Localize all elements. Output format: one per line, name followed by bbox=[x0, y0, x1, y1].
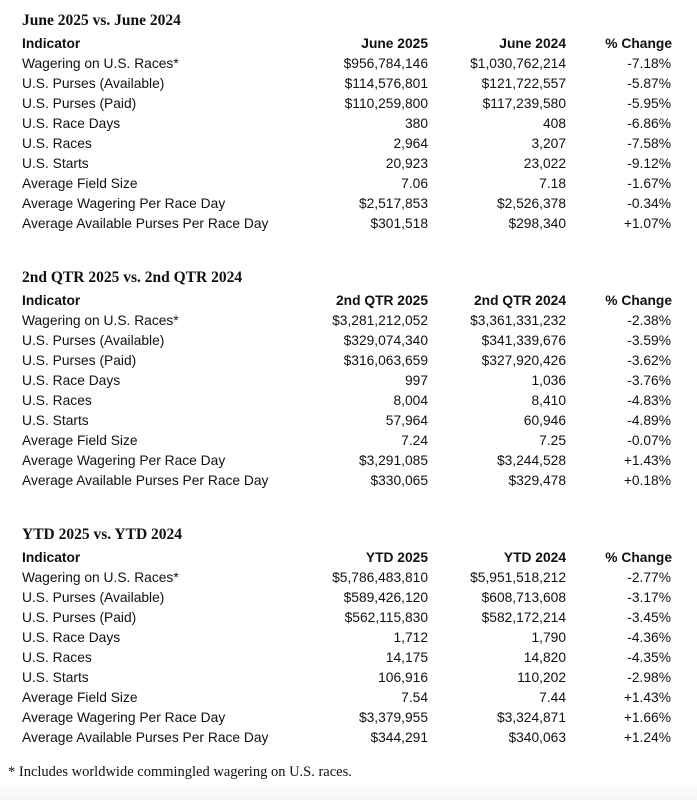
cell-indicator-label: U.S. Race Days bbox=[22, 116, 121, 131]
cell-indicator-label: Average Wagering Per Race Day bbox=[22, 710, 226, 725]
cell-percent-change: -7.18% bbox=[627, 56, 671, 71]
table-row bbox=[0, 431, 697, 451]
cell-current-value: 8,004 bbox=[393, 393, 428, 408]
cell-indicator-label: U.S. Races bbox=[22, 650, 92, 665]
cell-indicator-label: Wagering on U.S. Races* bbox=[22, 56, 179, 71]
cell-percent-change: -4.36% bbox=[627, 630, 671, 645]
cell-current-value: 7.24 bbox=[401, 433, 428, 448]
table-row bbox=[0, 728, 697, 748]
cell-previous-value: 14,820 bbox=[523, 650, 566, 665]
cell-percent-change: -3.17% bbox=[627, 590, 671, 605]
cell-previous-value: 1,790 bbox=[531, 630, 566, 645]
cell-previous-value: $327,920,426 bbox=[481, 353, 566, 368]
cell-previous-value: $2,526,378 bbox=[496, 196, 566, 211]
cell-indicator-label: U.S. Starts bbox=[22, 670, 89, 685]
cell-previous-value: $340,063 bbox=[508, 730, 566, 745]
cell-current-value: $301,518 bbox=[370, 216, 428, 231]
cell-current-value: $316,063,659 bbox=[343, 353, 428, 368]
cell-percent-change: -5.87% bbox=[627, 76, 671, 91]
table-row bbox=[0, 134, 697, 154]
section-title: YTD 2025 vs. YTD 2024 bbox=[22, 526, 183, 543]
table-row bbox=[0, 74, 697, 94]
cell-previous-value: $3,361,331,232 bbox=[470, 313, 566, 328]
cell-previous-value: 3,207 bbox=[531, 136, 566, 151]
cell-percent-change: +1.24% bbox=[623, 730, 671, 745]
cell-indicator-label: Wagering on U.S. Races* bbox=[22, 570, 179, 585]
table-row bbox=[0, 688, 697, 708]
cell-current-value: $589,426,120 bbox=[343, 590, 428, 605]
cell-current-value: $329,074,340 bbox=[343, 333, 428, 348]
table-header-row bbox=[0, 34, 697, 54]
cell-current-value: 7.54 bbox=[401, 690, 428, 705]
column-header-percent-change: % Change bbox=[605, 36, 672, 51]
column-header-previous-value: June 2024 bbox=[499, 36, 566, 51]
cell-indicator-label: U.S. Races bbox=[22, 393, 92, 408]
table-row bbox=[0, 331, 697, 351]
cell-previous-value: $608,713,608 bbox=[481, 590, 566, 605]
cell-indicator-label: U.S. Starts bbox=[22, 413, 89, 428]
cell-indicator-label: U.S. Race Days bbox=[22, 373, 121, 388]
table-row bbox=[0, 708, 697, 728]
cell-percent-change: -2.38% bbox=[627, 313, 671, 328]
column-header-previous-value: YTD 2024 bbox=[503, 550, 566, 565]
cell-indicator-label: U.S. Purses (Available) bbox=[22, 76, 165, 91]
cell-percent-change: -3.76% bbox=[627, 373, 671, 388]
cell-indicator-label: Average Wagering Per Race Day bbox=[22, 453, 226, 468]
cell-indicator-label: Average Field Size bbox=[22, 433, 138, 448]
table-row bbox=[0, 154, 697, 174]
cell-percent-change: -4.35% bbox=[627, 650, 671, 665]
table-row bbox=[0, 668, 697, 688]
cell-percent-change: -3.59% bbox=[627, 333, 671, 348]
cell-current-value: 7.06 bbox=[401, 176, 428, 191]
bottom-fade bbox=[0, 780, 697, 800]
cell-current-value: $5,786,483,810 bbox=[332, 570, 428, 585]
cell-previous-value: 7.18 bbox=[539, 176, 566, 191]
cell-current-value: $114,576,801 bbox=[344, 76, 428, 91]
cell-current-value: $3,291,085 bbox=[358, 453, 428, 468]
column-header-indicator-label: Indicator bbox=[22, 36, 81, 51]
cell-previous-value: 1,036 bbox=[531, 373, 566, 388]
cell-previous-value: 60,946 bbox=[523, 413, 566, 428]
table-row bbox=[0, 588, 697, 608]
cell-current-value: $2,517,853 bbox=[358, 196, 428, 211]
table-row bbox=[0, 411, 697, 431]
cell-indicator-label: U.S. Purses (Paid) bbox=[22, 353, 137, 368]
table-row bbox=[0, 628, 697, 648]
cell-indicator-label: U.S. Purses (Paid) bbox=[22, 96, 137, 111]
cell-percent-change: -0.34% bbox=[627, 196, 671, 211]
cell-current-value: 57,964 bbox=[385, 413, 428, 428]
cell-previous-value: $121,722,557 bbox=[481, 76, 566, 91]
table-row bbox=[0, 311, 697, 331]
table-row bbox=[0, 648, 697, 668]
table-row bbox=[0, 54, 697, 74]
cell-previous-value: $329,478 bbox=[508, 473, 566, 488]
footnote: * Includes worldwide commingled wagering on U.S. races. bbox=[8, 764, 352, 780]
table-header-row bbox=[0, 548, 697, 568]
column-header-indicator-label: Indicator bbox=[22, 293, 81, 308]
cell-current-value: $562,115,830 bbox=[344, 610, 428, 625]
cell-indicator-label: Average Available Purses Per Race Day bbox=[22, 216, 269, 231]
table-row bbox=[0, 391, 697, 411]
cell-current-value: $110,259,800 bbox=[344, 96, 428, 111]
cell-current-value: $3,379,955 bbox=[358, 710, 428, 725]
cell-current-value: $344,291 bbox=[370, 730, 428, 745]
cell-percent-change: -6.86% bbox=[627, 116, 671, 131]
column-header-current-value: 2nd QTR 2025 bbox=[335, 293, 428, 308]
cell-current-value: 997 bbox=[404, 373, 428, 388]
cell-indicator-label: Average Field Size bbox=[22, 690, 138, 705]
cell-previous-value: $117,239,580 bbox=[482, 96, 566, 111]
cell-indicator-label: Average Available Purses Per Race Day bbox=[22, 730, 269, 745]
section-title: June 2025 vs. June 2024 bbox=[22, 12, 181, 29]
cell-percent-change: +1.43% bbox=[623, 690, 671, 705]
cell-previous-value: 110,202 bbox=[517, 670, 566, 685]
column-header-current-value: June 2025 bbox=[361, 36, 428, 51]
cell-current-value: $956,784,146 bbox=[343, 56, 428, 71]
column-header-current-value: YTD 2025 bbox=[365, 550, 428, 565]
cell-previous-value: 7.44 bbox=[539, 690, 566, 705]
table-row bbox=[0, 174, 697, 194]
cell-percent-change: -4.83% bbox=[627, 393, 671, 408]
cell-current-value: $3,281,212,052 bbox=[332, 313, 428, 328]
cell-current-value: $330,065 bbox=[370, 473, 428, 488]
cell-current-value: 2,964 bbox=[393, 136, 428, 151]
cell-previous-value: 8,410 bbox=[531, 393, 566, 408]
cell-percent-change: +1.66% bbox=[623, 710, 671, 725]
cell-indicator-label: U.S. Purses (Available) bbox=[22, 333, 165, 348]
cell-previous-value: $1,030,762,214 bbox=[470, 56, 566, 71]
cell-percent-change: -3.45% bbox=[627, 610, 671, 625]
cell-previous-value: $341,339,676 bbox=[481, 333, 566, 348]
cell-previous-value: 7.25 bbox=[539, 433, 566, 448]
cell-indicator-label: U.S. Race Days bbox=[22, 630, 121, 645]
table-row bbox=[0, 114, 697, 134]
cell-indicator-label: U.S. Starts bbox=[22, 156, 89, 171]
table-row bbox=[0, 194, 697, 214]
table-row bbox=[0, 371, 697, 391]
cell-current-value: 20,923 bbox=[385, 156, 428, 171]
section-title: 2nd QTR 2025 vs. 2nd QTR 2024 bbox=[22, 269, 243, 286]
table-row bbox=[0, 471, 697, 491]
cell-indicator-label: U.S. Purses (Available) bbox=[22, 590, 165, 605]
column-header-percent-change: % Change bbox=[605, 550, 672, 565]
cell-percent-change: -7.58% bbox=[627, 136, 671, 151]
cell-previous-value: $3,324,871 bbox=[496, 710, 566, 725]
cell-percent-change: -5.95% bbox=[627, 96, 671, 111]
cell-indicator-label: Average Field Size bbox=[22, 176, 138, 191]
cell-current-value: 1,712 bbox=[393, 630, 428, 645]
table-row bbox=[0, 608, 697, 628]
cell-indicator-label: Average Available Purses Per Race Day bbox=[22, 473, 269, 488]
cell-percent-change: -3.62% bbox=[627, 353, 671, 368]
cell-percent-change: -0.07% bbox=[627, 433, 671, 448]
table-row bbox=[0, 568, 697, 588]
column-header-indicator-label: Indicator bbox=[22, 550, 81, 565]
cell-indicator-label: Wagering on U.S. Races* bbox=[22, 313, 179, 328]
table-row bbox=[0, 451, 697, 471]
cell-percent-change: -2.98% bbox=[627, 670, 671, 685]
cell-current-value: 380 bbox=[404, 116, 428, 131]
table-row bbox=[0, 351, 697, 371]
table-row bbox=[0, 214, 697, 234]
cell-percent-change: +1.43% bbox=[623, 453, 671, 468]
cell-percent-change: +1.07% bbox=[623, 216, 671, 231]
column-header-percent-change: % Change bbox=[605, 293, 672, 308]
cell-percent-change: -2.77% bbox=[627, 570, 671, 585]
cell-previous-value: $298,340 bbox=[508, 216, 566, 231]
column-header-previous-value: 2nd QTR 2024 bbox=[473, 293, 566, 308]
cell-previous-value: $5,951,518,212 bbox=[470, 570, 566, 585]
cell-current-value: 106,916 bbox=[378, 670, 428, 685]
cell-percent-change: +0.18% bbox=[623, 473, 671, 488]
cell-previous-value: 23,022 bbox=[523, 156, 566, 171]
cell-previous-value: 408 bbox=[542, 116, 566, 131]
cell-previous-value: $582,172,214 bbox=[481, 610, 566, 625]
cell-indicator-label: U.S. Races bbox=[22, 136, 92, 151]
cell-indicator-label: U.S. Purses (Paid) bbox=[22, 610, 137, 625]
table-row bbox=[0, 94, 697, 114]
cell-current-value: 14,175 bbox=[385, 650, 428, 665]
cell-percent-change: -9.12% bbox=[627, 156, 671, 171]
cell-indicator-label: Average Wagering Per Race Day bbox=[22, 196, 226, 211]
cell-percent-change: -4.89% bbox=[627, 413, 671, 428]
table-header-row bbox=[0, 291, 697, 311]
cell-previous-value: $3,244,528 bbox=[496, 453, 566, 468]
cell-percent-change: -1.67% bbox=[627, 176, 671, 191]
